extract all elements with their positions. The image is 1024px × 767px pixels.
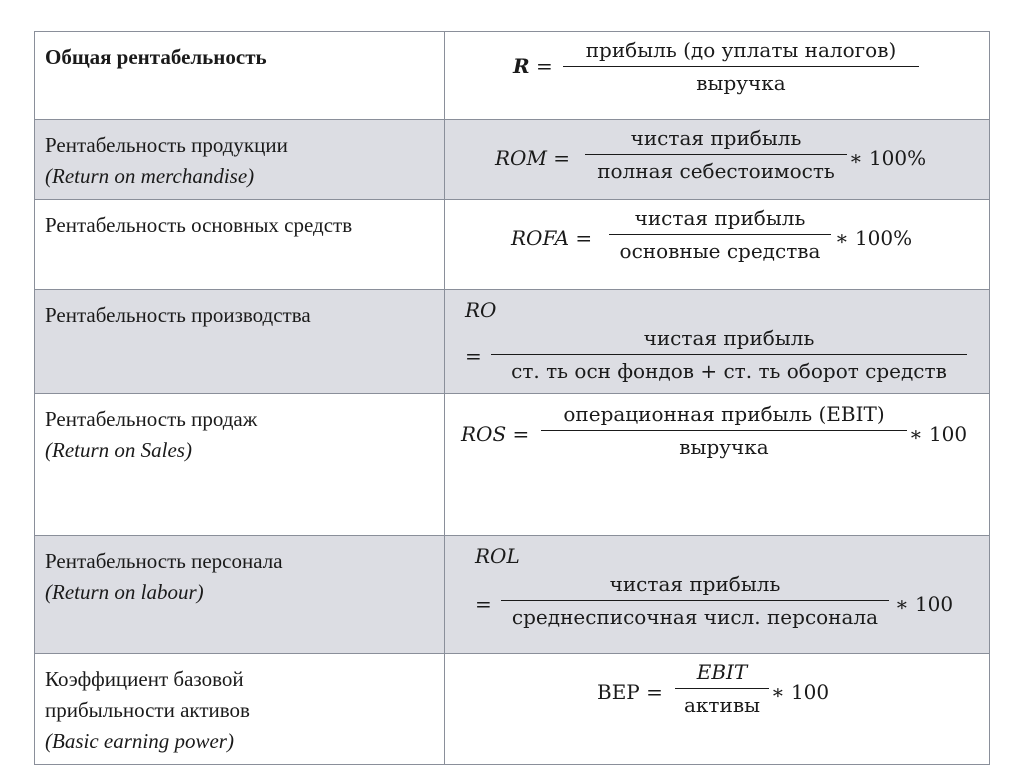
indicator-name-cell xyxy=(35,200,445,290)
indicator-name-cell xyxy=(35,536,445,654)
indicator-name: Рентабельность основных средств xyxy=(45,213,353,237)
formula-multiplier: ∗ 100 xyxy=(771,680,830,704)
indicator-name: Рентабельность продаж xyxy=(45,407,258,431)
formula-cell xyxy=(445,394,990,536)
formula-symbol-line xyxy=(475,544,520,568)
indicator-name-cell xyxy=(35,120,445,200)
indicator-name: Общая рентабельность xyxy=(45,45,267,69)
formula-denominator: ст. ть осн фондов + ст. ть оборот средств xyxy=(511,359,947,383)
formula-symbol: ROS xyxy=(461,422,507,446)
formula-symbol: ROL xyxy=(475,544,520,568)
formula-numerator: чистая прибыль xyxy=(643,326,815,350)
formula-multiplier: ∗ 100 xyxy=(909,422,968,446)
formula-numerator: прибыль (до уплаты налогов) xyxy=(585,38,897,62)
formula-lhs: ROS = xyxy=(461,422,530,446)
indicator-english: (Return on Sales) xyxy=(45,438,192,462)
formula-cell xyxy=(445,290,990,394)
indicator-name: Рентабельность производства xyxy=(45,303,311,327)
profitability-table xyxy=(34,31,990,765)
formula-numerator: чистая прибыль xyxy=(634,206,806,230)
table-row xyxy=(35,32,990,120)
formula-cell xyxy=(445,536,990,654)
indicator-name-cell xyxy=(35,290,445,394)
indicator-name-line-2: прибыльности активов xyxy=(45,698,250,722)
indicator-name: Рентабельность продукции xyxy=(45,133,288,157)
formula-symbol: BEP xyxy=(597,680,640,704)
formula-symbol: R xyxy=(513,54,530,78)
formula-symbol-line xyxy=(465,298,496,322)
formula-denominator: активы xyxy=(684,693,760,717)
formula-multiplier: ∗ 100 xyxy=(895,592,954,616)
indicator-english: (Return on merchandise) xyxy=(45,164,255,188)
formula-numerator: операционная прибыль (EBIT) xyxy=(563,402,885,426)
formula-equals: = xyxy=(475,592,492,616)
formula-fraction xyxy=(609,206,831,263)
table-row xyxy=(35,290,990,394)
formula-denominator: полная себестоимость xyxy=(597,159,835,183)
table-row xyxy=(35,120,990,200)
indicator-name-cell xyxy=(35,654,445,765)
indicator-name-cell xyxy=(35,32,445,120)
formula-fraction xyxy=(501,572,889,629)
formula-denominator: основные средства xyxy=(619,239,821,263)
formula-cell xyxy=(445,120,990,200)
table-row xyxy=(35,536,990,654)
formula-cell xyxy=(445,32,990,120)
formula-fraction xyxy=(491,326,967,383)
formula-fraction xyxy=(675,660,769,717)
formula-denominator: выручка xyxy=(696,71,786,95)
formula-symbol: ROM xyxy=(495,146,547,170)
formula-numerator: EBIT xyxy=(696,660,748,684)
indicator-name: Рентабельность персонала xyxy=(45,549,283,573)
indicator-name-cell xyxy=(35,394,445,536)
formula-multiplier: ∗ 100% xyxy=(849,146,927,170)
formula-lhs: ROFA = xyxy=(511,226,593,250)
table-row xyxy=(35,200,990,290)
formula-denominator: среднесписочная числ. персонала xyxy=(511,605,879,629)
formula-fraction xyxy=(563,38,919,95)
formula-lhs: R = xyxy=(513,54,553,78)
formula-numerator: чистая прибыль xyxy=(630,126,802,150)
table-row xyxy=(35,394,990,536)
formula-fraction xyxy=(541,402,907,459)
formula-multiplier: ∗ 100% xyxy=(835,226,913,250)
indicator-english: (Basic earning power) xyxy=(45,729,234,753)
formula-symbol: RO xyxy=(465,298,497,322)
formula-cell xyxy=(445,200,990,290)
formula-lhs: ROM = xyxy=(495,146,571,170)
formula-cell xyxy=(445,654,990,765)
indicator-name-line-1: Коэффициент базовой xyxy=(45,667,244,691)
table-row xyxy=(35,654,990,765)
formula-symbol: ROFA xyxy=(511,226,570,250)
formula-denominator: выручка xyxy=(679,435,769,459)
formula-fraction xyxy=(585,126,847,183)
formula-numerator: чистая прибыль xyxy=(609,572,781,596)
formula-lhs: BEP = xyxy=(597,680,663,704)
indicator-english: (Return on labour) xyxy=(45,580,204,604)
formula-equals: = xyxy=(465,344,482,368)
